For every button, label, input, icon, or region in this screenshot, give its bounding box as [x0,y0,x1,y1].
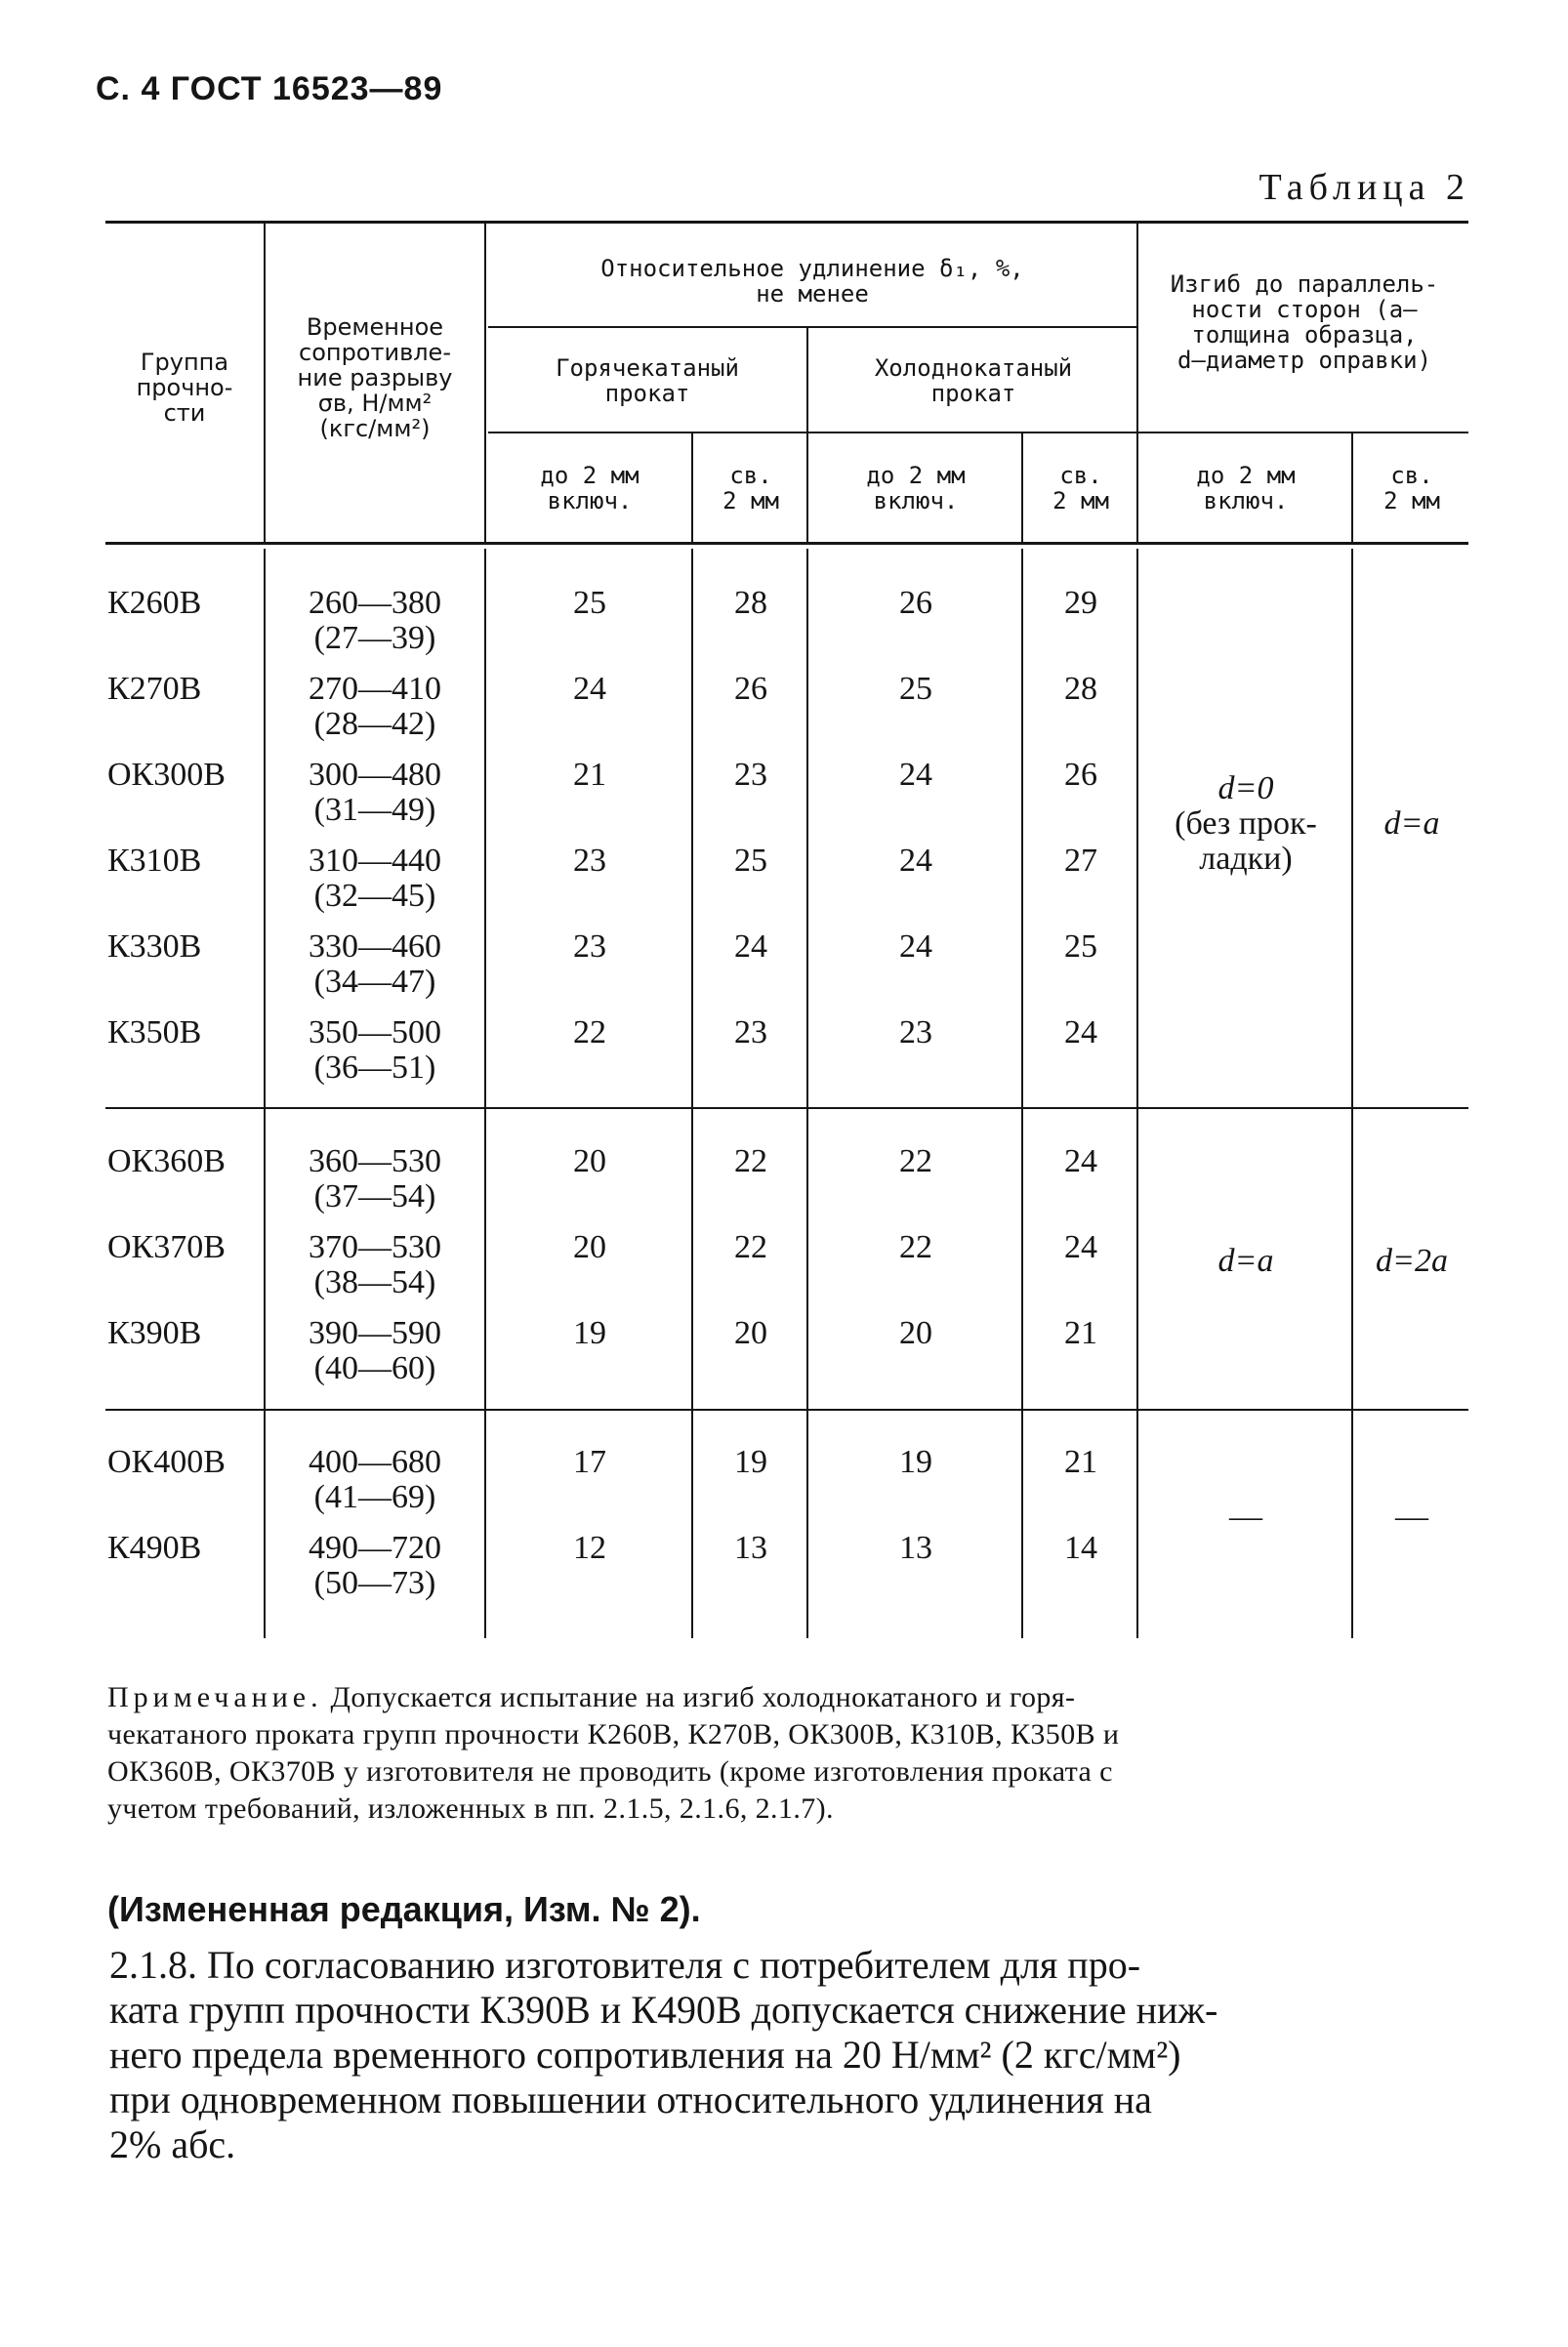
header-hot-rolled: Горячекатаный прокат [556,354,739,407]
cell-cold-over-2mm: 24 [1064,1229,1097,1265]
header-strength: Временное сопротивле- ние разрыву σв, Н/мм² (кгс/мм²) [297,313,453,442]
header-elongation: Относительное удлинение δ₁, %, не менее [600,255,1024,308]
vrule [1136,549,1138,1638]
header-group: Группа прочно- сти [136,349,233,427]
cell-group: ОК400В [107,1444,226,1480]
cell-strength: 350—500 (36—51) [309,1014,441,1086]
bend-over-group-1: d=a [1383,805,1440,842]
cell-hot-over-2mm: 22 [734,1229,767,1265]
vrule [1021,433,1023,543]
amendment-note: (Измененная редакция, Изм. № 2). [107,1889,701,1929]
cell-cold-upto-2mm: 25 [899,671,932,707]
cell-hot-over-2mm: 23 [734,1014,767,1050]
cell-cold-upto-2mm: 23 [899,1014,932,1050]
note-line: учетом требований, изложенных в пп. 2.1.5, 2.1.6, 2.1.7). [107,1792,834,1825]
vrule [1351,549,1353,1638]
cell-hot-upto-2mm: 22 [573,1014,606,1050]
cell-group: ОК300В [107,757,226,793]
cell-cold-over-2mm: 27 [1064,843,1097,879]
paragraph-line: 2% абс. [109,2122,236,2166]
cell-cold-over-2mm: 14 [1064,1530,1097,1566]
cell-cold-upto-2mm: 26 [899,585,932,621]
cell-cold-over-2mm: 21 [1064,1315,1097,1351]
cell-hot-upto-2mm: 21 [573,757,606,793]
header-cold-upto-2mm: до 2 мм включ. [866,462,966,515]
cell-hot-over-2mm: 28 [734,585,767,621]
cell-cold-over-2mm: 25 [1064,928,1097,965]
bend-upto-group-3: — [1229,1499,1262,1535]
section-rule-2 [105,1409,1468,1411]
cell-hot-upto-2mm: 23 [573,843,606,879]
header-cold-rolled: Холоднокатаный прокат [874,354,1073,407]
section-rule-1 [105,1107,1468,1109]
header-rule-subcols [488,432,1468,433]
cell-hot-upto-2mm: 20 [573,1229,606,1265]
cell-hot-over-2mm: 26 [734,671,767,707]
header-cold-over-2mm: св. 2 мм [1052,462,1109,515]
cell-strength: 390—590 (40—60) [309,1315,441,1386]
header-bottom-rule [105,542,1468,545]
vrule [691,433,693,543]
cell-group: К330В [107,928,202,965]
cell-cold-upto-2mm: 19 [899,1444,932,1480]
cell-strength: 270—410 (28—42) [309,671,441,742]
bend-upto-group-1: d=0 (без прок- ладки) [1175,770,1317,877]
note-line: ОК360В, ОК370В у изготовителя не проводить (кроме изготовления проката с [107,1755,1113,1788]
cell-hot-upto-2mm: 12 [573,1530,606,1566]
vrule [1351,433,1353,543]
vrule [806,549,808,1638]
vrule [264,549,266,1638]
paragraph-2-1-8 [109,1943,1476,2167]
note-label: Примечание. [107,1681,323,1713]
vrule [691,549,693,1638]
cell-cold-upto-2mm: 20 [899,1315,932,1351]
paragraph-line: ката групп прочности К390В и К490В допускается снижение ниж- [109,1988,1218,2032]
note-line: чекатаного проката групп прочности К260В, К270В, ОК300В, К310В, К350В и [107,1718,1120,1750]
cell-hot-upto-2mm: 25 [573,585,606,621]
cell-cold-upto-2mm: 22 [899,1229,932,1265]
table-title: Таблица 2 [1259,167,1470,208]
header-bend: Изгиб до параллель- ности сторон (a— толщина образца, d—диаметр оправки) [1170,270,1439,374]
cell-cold-over-2mm: 28 [1064,671,1097,707]
bend-upto-group-2: d=a [1217,1243,1274,1279]
header-bend-over-2mm: св. 2 мм [1383,462,1440,515]
cell-cold-upto-2mm: 24 [899,757,932,793]
cell-hot-upto-2mm: 17 [573,1444,606,1480]
header-hot-upto-2mm: до 2 мм включ. [540,462,640,515]
paragraph-line: при одновременном повышении относительного удлинения на [109,2078,1152,2121]
vrule [1136,223,1138,543]
cell-cold-upto-2mm: 13 [899,1530,932,1566]
cell-hot-upto-2mm: 20 [573,1143,606,1179]
table-top-rule [105,221,1468,224]
cell-hot-over-2mm: 19 [734,1444,767,1480]
cell-strength: 260—380 (27—39) [309,585,441,656]
vrule [484,549,486,1638]
note-line: Допускается испытание на изгиб холоднокатаного и горя- [322,1681,1076,1713]
vrule [1021,549,1023,1638]
cell-strength: 360—530 (37—54) [309,1143,441,1215]
cell-hot-over-2mm: 25 [734,843,767,879]
cell-hot-upto-2mm: 19 [573,1315,606,1351]
cell-strength: 310—440 (32—45) [309,843,441,914]
vrule [806,328,808,543]
cell-cold-over-2mm: 21 [1064,1444,1097,1480]
cell-hot-over-2mm: 23 [734,757,767,793]
paragraph-line: 2.1.8. По согласованию изготовителя с потребителем для про- [109,1943,1141,1987]
cell-cold-upto-2mm: 24 [899,928,932,965]
cell-cold-over-2mm: 24 [1064,1014,1097,1050]
bend-over-group-3: — [1395,1499,1428,1535]
cell-group: ОК370В [107,1229,226,1265]
cell-group: К490В [107,1530,202,1566]
cell-cold-over-2mm: 26 [1064,757,1097,793]
cell-hot-upto-2mm: 24 [573,671,606,707]
cell-strength: 330—460 (34—47) [309,928,441,1000]
cell-cold-upto-2mm: 22 [899,1143,932,1179]
cell-strength: 300—480 (31—49) [309,757,441,828]
page-header: С. 4 ГОСТ 16523—89 [96,70,443,107]
header-hot-over-2mm: св. 2 мм [722,462,779,515]
vrule [484,223,486,543]
bend-over-group-2: d=2a [1376,1243,1448,1279]
cell-strength: 400—680 (41—69) [309,1444,441,1515]
cell-hot-over-2mm: 13 [734,1530,767,1566]
table-note [107,1679,1474,1828]
cell-hot-over-2mm: 24 [734,928,767,965]
header-rule-elongation [488,326,1136,328]
cell-cold-over-2mm: 24 [1064,1143,1097,1179]
cell-strength: 370—530 (38—54) [309,1229,441,1300]
cell-hot-over-2mm: 22 [734,1143,767,1179]
cell-group: ОК360В [107,1143,226,1179]
cell-cold-upto-2mm: 24 [899,843,932,879]
header-bend-upto-2mm: до 2 мм включ. [1196,462,1296,515]
cell-group: К260В [107,585,202,621]
cell-group: К270В [107,671,202,707]
cell-cold-over-2mm: 29 [1064,585,1097,621]
vrule [264,223,266,543]
cell-hot-over-2mm: 20 [734,1315,767,1351]
paragraph-line: него предела временного сопротивления на 20 Н/мм² (2 кгс/мм²) [109,2033,1181,2077]
cell-strength: 490—720 (50—73) [309,1530,441,1601]
cell-group: К310В [107,843,202,879]
cell-group: К350В [107,1014,202,1050]
cell-hot-upto-2mm: 23 [573,928,606,965]
cell-group: К390В [107,1315,202,1351]
